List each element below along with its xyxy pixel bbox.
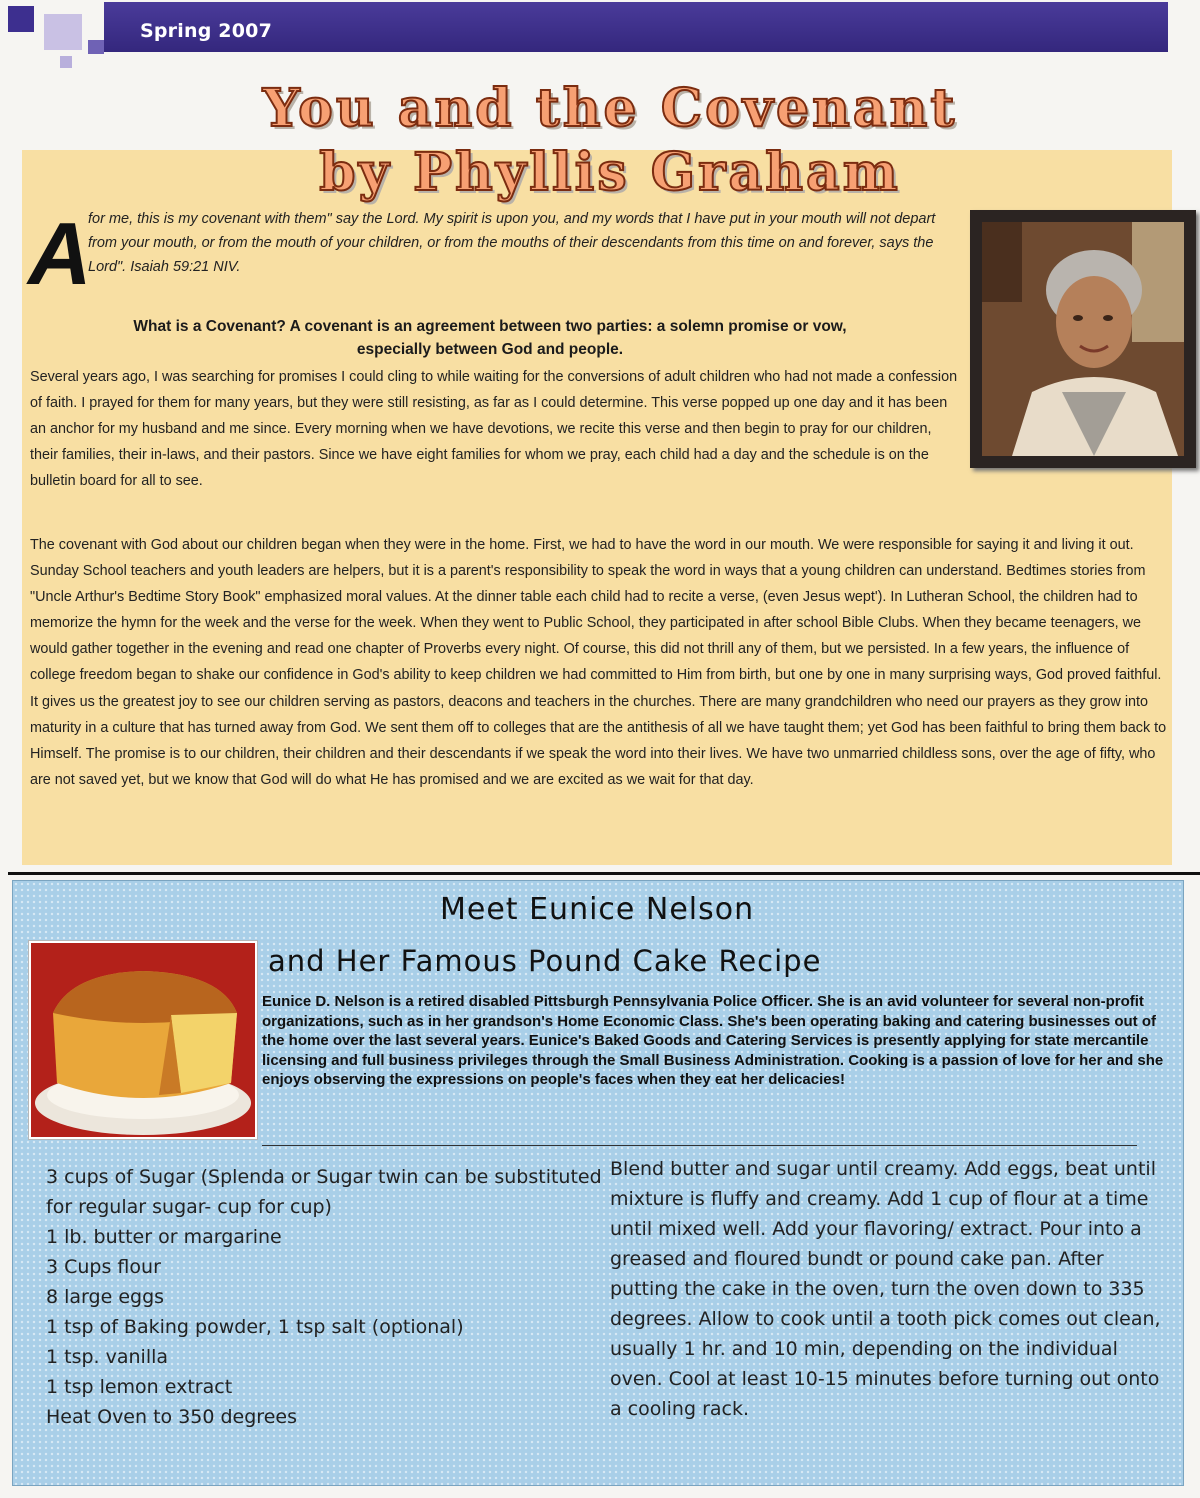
- pound-cake-photo: [28, 940, 258, 1140]
- section-divider: [8, 872, 1200, 875]
- decorative-square: [60, 56, 72, 68]
- decorative-square: [8, 6, 34, 32]
- article-paragraph: Several years ago, I was searching for promises I could cling to while waiting for the conversions of adult children who had not made a confession of faith. I prayed for them for many years, but they were still resisting, as far as I could determine. This verse popped up one day and it has been an anchor for my husband and me since. Every morning when we have devotions, we recite this verse and then begin to pray for our children, their families, their in-laws, and their pastors. Since we have eight families for whom we pray, each child had a day and the schedule is on the bulletin board for all to see.: [30, 369, 958, 490]
- section-title: Meet Eunice Nelson: [440, 892, 755, 927]
- eunice-bio: Eunice D. Nelson is a retired disabled Pittsburgh Pennsylvania Police Officer. She is an avid volunteer for several non-profit organizations, such as in her grandson's Home Economic Class. She's been operating baking and catering businesses out of the home over the last several years. Eunice's Baked Goods and Catering Services is presently applying for state mercantile licensing and full business privileges through the Small Business Administration. Cooking is a passion of love for her and she enjoys observing the expressions on people's faces when they eat her delicacies!: [262, 993, 1164, 1089]
- ingredient-item: 3 cups of Sugar (Splenda or Sugar twin can be substituted for regular sugar- cup for cup): [46, 1166, 602, 1218]
- decorative-square: [88, 40, 104, 54]
- directions-text: Blend butter and sugar until creamy. Add eggs, beat until mixture is fluffy and creamy. Add 1 cup of flour at a time until mixed well. Add your flavoring/ extract. Pour into a greased and floured bundt or pound cake pan. After putting the cake in the oven, turn the oven down to 335 degrees. Allow to cook until a tooth pick comes out clean, usually 1 hr. and 10 min, depending on the individual oven. Cool at least 10-15 minutes before turning out onto a cooling rack.: [610, 1158, 1161, 1420]
- ingredient-list: [46, 1162, 606, 1432]
- author-portrait-image: [982, 222, 1184, 456]
- section-subtitle: and Her Famous Pound Cake Recipe: [268, 944, 822, 978]
- ingredient-item: Heat Oven to 350 degrees: [46, 1406, 297, 1428]
- ingredient-item: 1 tsp of Baking powder, 1 tsp salt (optional): [46, 1316, 464, 1338]
- article-title: You and the Covenant: [262, 78, 958, 139]
- covenant-definition: What is a Covenant? A covenant is an agreement between two parties: a solemn promise or vow, especially between God and people.: [133, 318, 847, 358]
- article-paragraph: The covenant with God about our children began when they were in the home. First, we had to have the word in our mouth. We were responsible for saying it and living it out. Sunday School teachers and youth leaders are helpers, but it is a parent's responsibility to speak the word in ways that a young children can understand. Bedtimes stories from "Uncle Arthur's Bedtime Story Book" emphasized moral values. At the dinner table each child had to recite a verse, (even Jesus wept'). In Lutheran School, the children had to memorize the hymn for the week and the verse for the week. When they went to Public School, they participated in after school Bible Clubs. When they became teenagers, we would gather together in the evening and read one chapter of Proverbs every night. Of course, this did not thrill any of them, but we persisted. In a few years, the influence of college freedom began to shake our confidence in God's ability to keep children we had committed to Him from birth, but one by one in many surprising ways, God proved faithful. It gives us the greatest joy to see our children serving as pastors, deacons and teachers in the churches. There are many grandchildren who need our prayers as they grow into maturity in a culture that has turned away from God. We sent them off to colleges that are the antithesis of all we have taught them; yet God has been faithful to bring them back to Himself. The promise is to our children, their children and their descendants if we speak the word into their lives. We have two unmarried childless sons, over the age of fifty, who are not saved yet, but we know that God will do what He has promised and we are excited as we wait for that day.: [30, 537, 1167, 788]
- bio-divider: [262, 1145, 1137, 1146]
- ingredient-item: 1 tsp. vanilla: [46, 1346, 169, 1368]
- decorative-square: [44, 14, 82, 50]
- ingredient-item: 3 Cups flour: [46, 1256, 161, 1278]
- article-byline: by Phyllis Graham: [319, 142, 901, 203]
- ingredient-item: 8 large eggs: [46, 1286, 165, 1308]
- ingredient-item: 1 tsp lemon extract: [46, 1376, 233, 1398]
- scripture-quote: for me, this is my covenant with them" say the Lord. My spirit is upon you, and my words that I have put in your mouth will not depart from your mouth, or from the mouth of your children, or from the mouths of their descendants from this time on and forever, says the Lord". Isaiah 59:21 NIV.: [88, 211, 936, 275]
- recipe-directions: [610, 1154, 1170, 1424]
- pound-cake-image: [31, 943, 255, 1137]
- drop-cap: A: [28, 204, 92, 303]
- issue-label: Spring 2007: [140, 20, 272, 42]
- ingredient-item: 1 lb. butter or margarine: [46, 1226, 282, 1248]
- author-photo: [970, 210, 1196, 468]
